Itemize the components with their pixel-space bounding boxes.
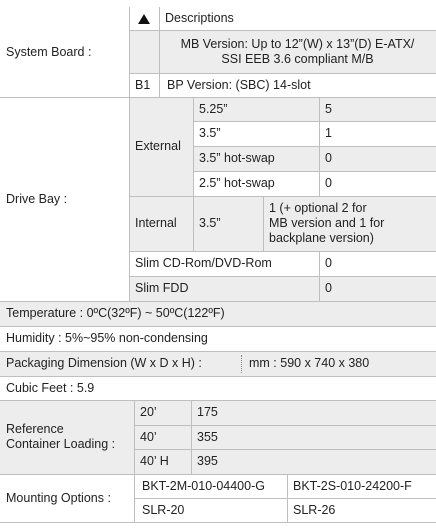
b1-code: B1 (129, 73, 159, 97)
header-marker-cell (129, 7, 159, 30)
divider-ext-2 (193, 146, 436, 147)
external-count-3: 0 (319, 146, 436, 171)
container-type-1: 20’ (134, 400, 191, 425)
vline-sb-db (129, 7, 130, 301)
mounting-option-2-slr: SLR-26 (287, 498, 436, 522)
vline-ext-count (319, 97, 320, 196)
divider-sb-1 (129, 30, 436, 31)
divider-mount (134, 498, 436, 499)
divider-slim-cd (129, 251, 436, 252)
internal-count-line-1: 1 (+ optional 2 for (269, 201, 367, 215)
divider-packaging (0, 351, 436, 352)
mounting-option-1-part: BKT-2M-010-04400-G (134, 474, 287, 498)
vline-ext-int (193, 97, 194, 251)
divider-slim-fdd (129, 276, 436, 277)
divider-container (0, 400, 436, 401)
external-count-1: 5 (319, 97, 436, 121)
container-type-2: 40’ (134, 425, 191, 449)
slim-cd-label: Slim CD-Rom/DVD-Rom (129, 251, 319, 276)
vline-packaging (241, 355, 242, 373)
cubic-feet-row: Cubic Feet : 5.9 (0, 376, 436, 400)
mounting-option-1-slr: SLR-20 (134, 498, 287, 522)
slim-fdd-label: Slim FDD (129, 276, 319, 301)
divider-cont-2 (134, 449, 436, 450)
external-size-2: 3.5” (193, 121, 319, 146)
vline-cont-qty (191, 400, 192, 474)
external-size-1: 5.25” (193, 97, 319, 121)
external-size-4: 2.5” hot-swap (193, 171, 319, 196)
container-qty-3: 395 (191, 449, 436, 474)
internal-size: 3.5” (193, 196, 263, 251)
system-board-label: System Board : (0, 7, 129, 97)
divider-drive-bay (0, 97, 436, 98)
drive-bay-label: Drive Bay : (0, 97, 129, 301)
internal-count-line-2: MB version and 1 for (269, 216, 385, 230)
internal-count (263, 196, 436, 251)
internal-count-line-3: backplane version) (269, 231, 374, 245)
mb-version-marker-cell (129, 30, 159, 73)
bp-version-text: BP Version: (SBC) 14-slot (159, 73, 436, 97)
divider-sb-2 (129, 73, 436, 74)
slim-cd-count: 0 (319, 251, 436, 276)
mounting-option-2-part: BKT-2S-010-24200-F (287, 474, 436, 498)
humidity-row: Humidity : 5%~95% non-condensing (0, 326, 436, 351)
divider-ext-3 (193, 171, 436, 172)
vline-mount (287, 474, 288, 522)
mb-version-line-2: SSI EEB 3.6 compliant M/B (221, 51, 374, 66)
packaging-value: mm : 590 x 740 x 380 (241, 351, 436, 376)
container-loading-line-2: Container Loading : (6, 437, 116, 451)
vline-slim-count (319, 251, 320, 301)
mounting-options-label: Mounting Options : (0, 474, 134, 522)
vline-int-count (263, 196, 264, 251)
mb-version-line-1: MB Version: Up to 12”(W) x 13”(D) E-ATX/ (180, 36, 415, 51)
divider-humidity (0, 326, 436, 327)
external-label: External (129, 97, 193, 196)
triangle-up-icon (138, 14, 150, 24)
divider-temperature (0, 301, 436, 302)
divider-ext-1 (193, 121, 436, 122)
packaging-label: Packaging Dimension (W x D x H) : (0, 351, 241, 376)
vline-sb-marker (159, 7, 160, 97)
divider-bottom (0, 522, 436, 523)
divider-mounting (0, 474, 436, 475)
divider-cubic-feet (0, 376, 436, 377)
container-qty-1: 175 (191, 400, 436, 425)
container-loading-line-1: Reference (6, 422, 64, 436)
divider-cont-1 (134, 425, 436, 426)
external-count-4: 0 (319, 171, 436, 196)
external-count-2: 1 (319, 121, 436, 146)
container-loading-label (0, 400, 134, 474)
container-type-3: 40’ H (134, 449, 191, 474)
container-qty-2: 355 (191, 425, 436, 449)
temperature-row: Temperature : 0ºC(32ºF) ~ 50ºC(122ºF) (0, 301, 436, 326)
vline-cont (134, 400, 135, 522)
divider-internal (129, 196, 436, 197)
external-size-3: 3.5” hot-swap (193, 146, 319, 171)
internal-label: Internal (129, 196, 193, 251)
mb-version-text (159, 30, 436, 73)
descriptions-header: Descriptions (159, 7, 436, 30)
slim-fdd-count: 0 (319, 276, 436, 301)
